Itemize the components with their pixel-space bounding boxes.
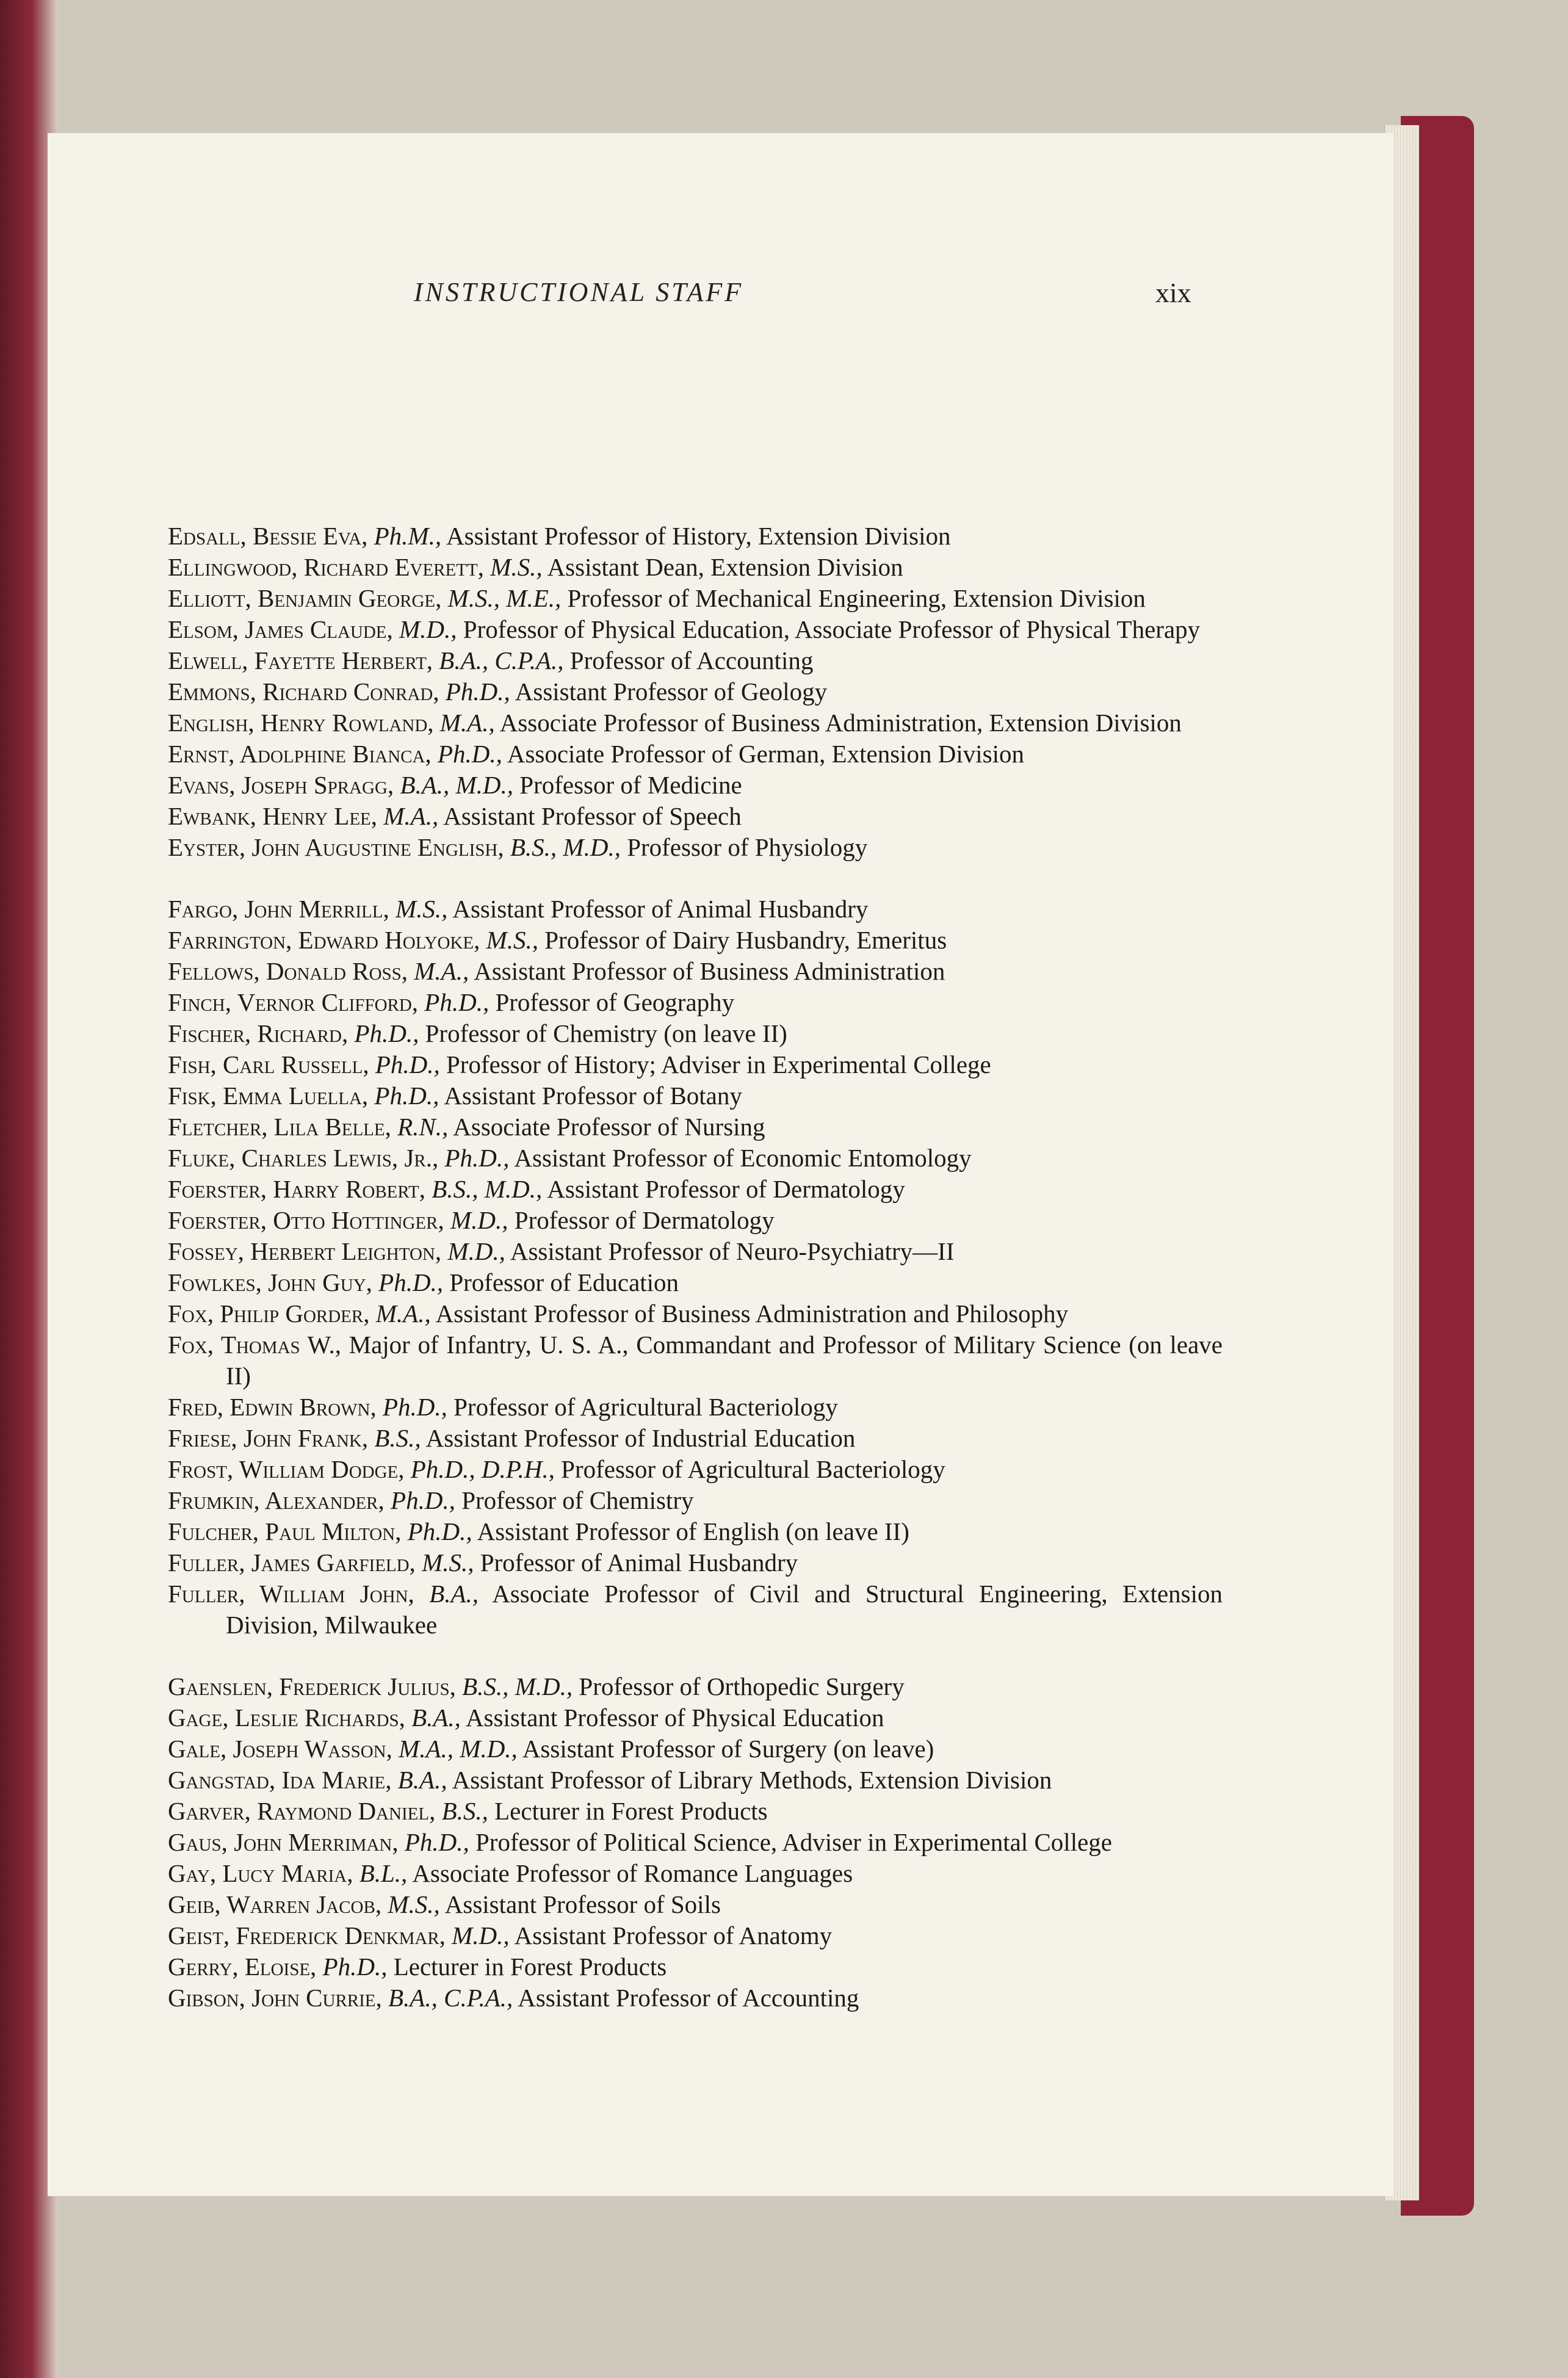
staff-title: Professor of Physical Education, Associate Professor of Physical Therapy — [463, 615, 1201, 643]
staff-degree: Ph.D., — [445, 678, 510, 706]
staff-title: Assistant Dean, Extension Division — [547, 553, 903, 581]
staff-name: Eyster, John Augustine English, — [168, 833, 504, 861]
book-page — [48, 133, 1393, 2196]
staff-title: Professor of Physiology — [627, 833, 868, 861]
staff-title: Professor of Orthopedic Surgery — [579, 1672, 905, 1700]
staff-name: Emmons, Richard Conrad, — [168, 678, 439, 706]
staff-name: Gay, Lucy Maria, — [168, 1859, 353, 1887]
staff-name: Ernst, Adolphine Bianca, — [168, 740, 432, 768]
staff-entry — [168, 1018, 1223, 1049]
staff-degree: B.A., — [411, 1704, 461, 1732]
staff-title: Lecturer in Forest Products — [494, 1797, 768, 1825]
staff-degree: M.S., — [422, 1549, 474, 1577]
page-number: xix — [1155, 277, 1191, 308]
staff-title: Assistant Professor of Economic Entomology — [514, 1144, 972, 1172]
staff-entry — [168, 1796, 1223, 1827]
staff-entry — [168, 552, 1223, 583]
staff-degree: R.N., — [397, 1113, 449, 1141]
staff-name: Gibson, John Currie, — [168, 1984, 382, 2012]
staff-degree: B.S., — [441, 1797, 488, 1825]
staff-degree: M.S., — [395, 895, 448, 923]
staff-title: Professor of Mechanical Engineering, Extension Division — [567, 584, 1146, 612]
staff-entry — [168, 1267, 1223, 1298]
staff-name: Finch, Vernor Clifford, — [168, 988, 419, 1016]
staff-name: Fulcher, Paul Milton, — [168, 1517, 402, 1545]
staff-name: Frost, William Dodge, — [168, 1455, 405, 1483]
staff-name: Ellingwood, Richard Everett, — [168, 553, 484, 581]
staff-entry — [168, 1765, 1223, 1796]
staff-degree: B.L., — [359, 1859, 408, 1887]
staff-name: Gerry, Eloise, — [168, 1953, 317, 1981]
staff-degree: B.A., M.D., — [400, 771, 514, 799]
staff-entry — [168, 1236, 1223, 1267]
staff-name: Fox, Thomas W., — [168, 1331, 341, 1359]
staff-name: Geist, Frederick Denkmar, — [168, 1921, 446, 1950]
staff-entry — [168, 676, 1223, 707]
staff-degree: M.A., — [414, 957, 469, 985]
staff-name: Fargo, John Merrill, — [168, 895, 389, 923]
staff-entry — [168, 956, 1223, 987]
staff-title: Professor of Political Science, Adviser in Experimental College — [475, 1828, 1112, 1856]
staff-name: Gangstad, Ida Marie, — [168, 1766, 392, 1794]
staff-entry — [168, 1889, 1223, 1920]
staff-title: Professor of Agricultural Bacteriology — [561, 1455, 945, 1483]
staff-title: Assistant Professor of Soils — [444, 1890, 721, 1918]
staff-title: Assistant Professor of Botany — [444, 1082, 742, 1110]
staff-entry — [168, 521, 1223, 552]
staff-name: Elliott, Benjamin George, — [168, 584, 442, 612]
staff-title: Professor of Chemistry — [461, 1486, 694, 1514]
staff-title: Assistant Professor of English (on leave II) — [477, 1517, 909, 1545]
staff-title: Professor of History; Adviser in Experimental College — [446, 1050, 991, 1079]
staff-title: Associate Professor of Business Administration, Extension Division — [499, 709, 1182, 737]
staff-entry — [168, 1951, 1223, 1982]
staff-name: Fox, Philip Gorder, — [168, 1299, 370, 1328]
staff-entry — [168, 739, 1223, 770]
staff-name: Gaenslen, Frederick Julius, — [168, 1672, 456, 1700]
staff-name: Gage, Leslie Richards, — [168, 1704, 405, 1732]
staff-entry — [168, 1982, 1223, 2014]
staff-name: Fisk, Emma Luella, — [168, 1082, 369, 1110]
staff-entry — [168, 987, 1223, 1018]
staff-name: Friese, John Frank, — [168, 1424, 369, 1452]
staff-entry — [168, 614, 1223, 645]
staff-degree: M.D., — [399, 615, 457, 643]
staff-degree: Ph.D., D.P.H., — [410, 1455, 555, 1483]
staff-name: English, Henry Rowland, — [168, 709, 434, 737]
staff-title: Assistant Professor of Physical Education — [465, 1704, 884, 1732]
staff-entry — [168, 1547, 1223, 1578]
staff-entry — [168, 1702, 1223, 1733]
staff-name: Farrington, Edward Holyoke, — [168, 926, 480, 954]
staff-name: Evans, Joseph Spragg, — [168, 771, 394, 799]
staff-name: Fuller, James Garfield, — [168, 1549, 416, 1577]
staff-degree: B.A., C.P.A., — [388, 1984, 513, 2012]
staff-title: Professor of Geography — [495, 988, 735, 1016]
staff-name: Foerster, Otto Hottinger, — [168, 1206, 444, 1234]
staff-degree: Ph.D., — [437, 740, 502, 768]
staff-title: Associate Professor of Nursing — [453, 1113, 765, 1141]
staff-title: Assistant Professor of Surgery (on leave) — [522, 1735, 934, 1763]
staff-title: Assistant Professor of Speech — [443, 802, 742, 830]
staff-title: Assistant Professor of Library Methods, Extension Division — [452, 1766, 1052, 1794]
staff-degree: B.A., C.P.A., — [439, 646, 564, 674]
staff-entry — [168, 925, 1223, 956]
staff-entry — [168, 1827, 1223, 1858]
staff-entry — [168, 1485, 1223, 1516]
staff-entry — [168, 894, 1223, 925]
staff-title: Assistant Professor of Business Administration — [474, 957, 945, 985]
staff-title: Assistant Professor of Dermatology — [547, 1175, 905, 1203]
staff-name: Elsom, James Claude, — [168, 615, 393, 643]
staff-degree: B.S., — [374, 1424, 421, 1452]
staff-degree: B.S., M.D., — [510, 833, 621, 861]
staff-title: Professor of Agricultural Bacteriology — [453, 1393, 838, 1421]
staff-name: Gaus, John Merriman, — [168, 1828, 399, 1856]
staff-name: Fowlkes, John Guy, — [168, 1268, 372, 1296]
staff-degree: M.S., M.E., — [447, 584, 562, 612]
staff-degree: B.S., M.D., — [432, 1175, 543, 1203]
staff-entry — [168, 1858, 1223, 1889]
staff-degree: M.A., — [375, 1299, 431, 1328]
staff-entry — [168, 1049, 1223, 1080]
staff-degree: Ph.M., — [374, 522, 442, 550]
staff-title: Assistant Professor of History, Extension Division — [446, 522, 951, 550]
staff-name: Geib, Warren Jacob, — [168, 1890, 382, 1918]
staff-title: Associate Professor of Civil and Structural Engineering, Extension Division, Milwaukee — [226, 1580, 1223, 1639]
staff-degree: B.A., — [397, 1766, 447, 1794]
staff-entry — [168, 1671, 1223, 1702]
staff-entry — [168, 583, 1223, 614]
staff-degree: M.D., — [452, 1921, 510, 1950]
running-head: INSTRUCTIONAL STAFF — [414, 277, 744, 307]
staff-entry — [168, 1329, 1223, 1392]
staff-degree: Ph.D., — [322, 1953, 388, 1981]
staff-entry — [168, 1733, 1223, 1765]
staff-name: Fossey, Herbert Leighton, — [168, 1237, 442, 1265]
staff-degree: M.A., — [439, 709, 495, 737]
staff-degree: Ph.D., — [391, 1486, 455, 1514]
staff-directory — [168, 521, 1223, 2014]
staff-entry — [168, 1111, 1223, 1143]
staff-title: Assistant Professor of Neuro-Psychiatry—II — [510, 1237, 955, 1265]
staff-title: Assistant Professor of Geology — [515, 678, 828, 706]
staff-name: Fluke, Charles Lewis, Jr., — [168, 1144, 439, 1172]
staff-entry — [168, 1454, 1223, 1485]
staff-degree: Ph.D., — [424, 988, 490, 1016]
staff-name: Fish, Carl Russell, — [168, 1050, 369, 1079]
staff-title: Assistant Professor of Accounting — [518, 1984, 859, 2012]
staff-title: Major of Infantry, U. S. A., Commandant and Professor of Military Science (on leave II) — [226, 1331, 1223, 1390]
staff-entry — [168, 1516, 1223, 1547]
staff-title: Professor of Dairy Husbandry, Emeritus — [544, 926, 947, 954]
staff-entry — [168, 1392, 1223, 1423]
staff-degree: Ph.D., — [407, 1517, 472, 1545]
staff-entry — [168, 707, 1223, 739]
staff-entry — [168, 832, 1223, 863]
staff-degree: B.S., M.D., — [462, 1672, 573, 1700]
staff-entry — [168, 1205, 1223, 1236]
staff-name: Fred, Edwin Brown, — [168, 1393, 377, 1421]
staff-title: Associate Professor of Romance Languages — [412, 1859, 853, 1887]
staff-name: Foerster, Harry Robert, — [168, 1175, 425, 1203]
staff-name: Edsall, Bessie Eva, — [168, 522, 368, 550]
staff-title: Professor of Chemistry (on leave II) — [425, 1019, 787, 1047]
staff-degree: M.S., — [486, 926, 538, 954]
staff-entry — [168, 1423, 1223, 1454]
staff-entry — [168, 770, 1223, 801]
staff-name: Gale, Joseph Wasson, — [168, 1735, 392, 1763]
staff-degree: M.S., — [490, 553, 543, 581]
staff-entry — [168, 1143, 1223, 1174]
staff-entry — [168, 1298, 1223, 1329]
staff-entry — [168, 645, 1223, 676]
staff-degree: Ph.D., — [404, 1828, 469, 1856]
staff-title: Assistant Professor of Anatomy — [514, 1921, 833, 1950]
staff-entry — [168, 1578, 1223, 1641]
staff-title: Assistant Professor of Business Administration and Philosophy — [435, 1299, 1069, 1328]
staff-entry — [168, 1174, 1223, 1205]
staff-name: Frumkin, Alexander, — [168, 1486, 385, 1514]
staff-degree: M.S., — [388, 1890, 440, 1918]
staff-title: Associate Professor of German, Extension Division — [507, 740, 1025, 768]
staff-degree: Ph.D., — [354, 1019, 419, 1047]
staff-degree: M.D., — [447, 1237, 505, 1265]
staff-name: Fischer, Richard, — [168, 1019, 349, 1047]
staff-title: Assistant Professor of Industrial Education — [425, 1424, 856, 1452]
staff-name: Ewbank, Henry Lee, — [168, 802, 378, 830]
staff-degree: M.D., — [450, 1206, 508, 1234]
staff-name: Fellows, Donald Ross, — [168, 957, 408, 985]
staff-title: Professor of Dermatology — [514, 1206, 775, 1234]
staff-degree: Ph.D., — [444, 1144, 510, 1172]
staff-degree: Ph.D., — [378, 1268, 444, 1296]
staff-name: Garver, Raymond Daniel, — [168, 1797, 436, 1825]
staff-degree: Ph.D., — [382, 1393, 447, 1421]
staff-entry — [168, 1080, 1223, 1111]
staff-entry — [168, 801, 1223, 832]
staff-title: Professor of Accounting — [569, 646, 814, 674]
staff-degree: M.A., M.D., — [399, 1735, 518, 1763]
staff-title: Lecturer in Forest Products — [393, 1953, 667, 1981]
staff-name: Fletcher, Lila Belle, — [168, 1113, 391, 1141]
staff-title: Professor of Animal Husbandry — [480, 1549, 798, 1577]
staff-title: Professor of Education — [449, 1268, 679, 1296]
staff-degree: M.A., — [383, 802, 439, 830]
staff-degree: Ph.D., — [374, 1082, 439, 1110]
staff-name: Fuller, William John, — [168, 1580, 414, 1608]
staff-degree: Ph.D., — [375, 1050, 440, 1079]
staff-title: Professor of Medicine — [519, 771, 742, 799]
staff-title: Assistant Professor of Animal Husbandry — [452, 895, 869, 923]
staff-entry — [168, 1920, 1223, 1951]
staff-degree: B.A., — [429, 1580, 479, 1608]
staff-name: Elwell, Fayette Herbert, — [168, 646, 433, 674]
